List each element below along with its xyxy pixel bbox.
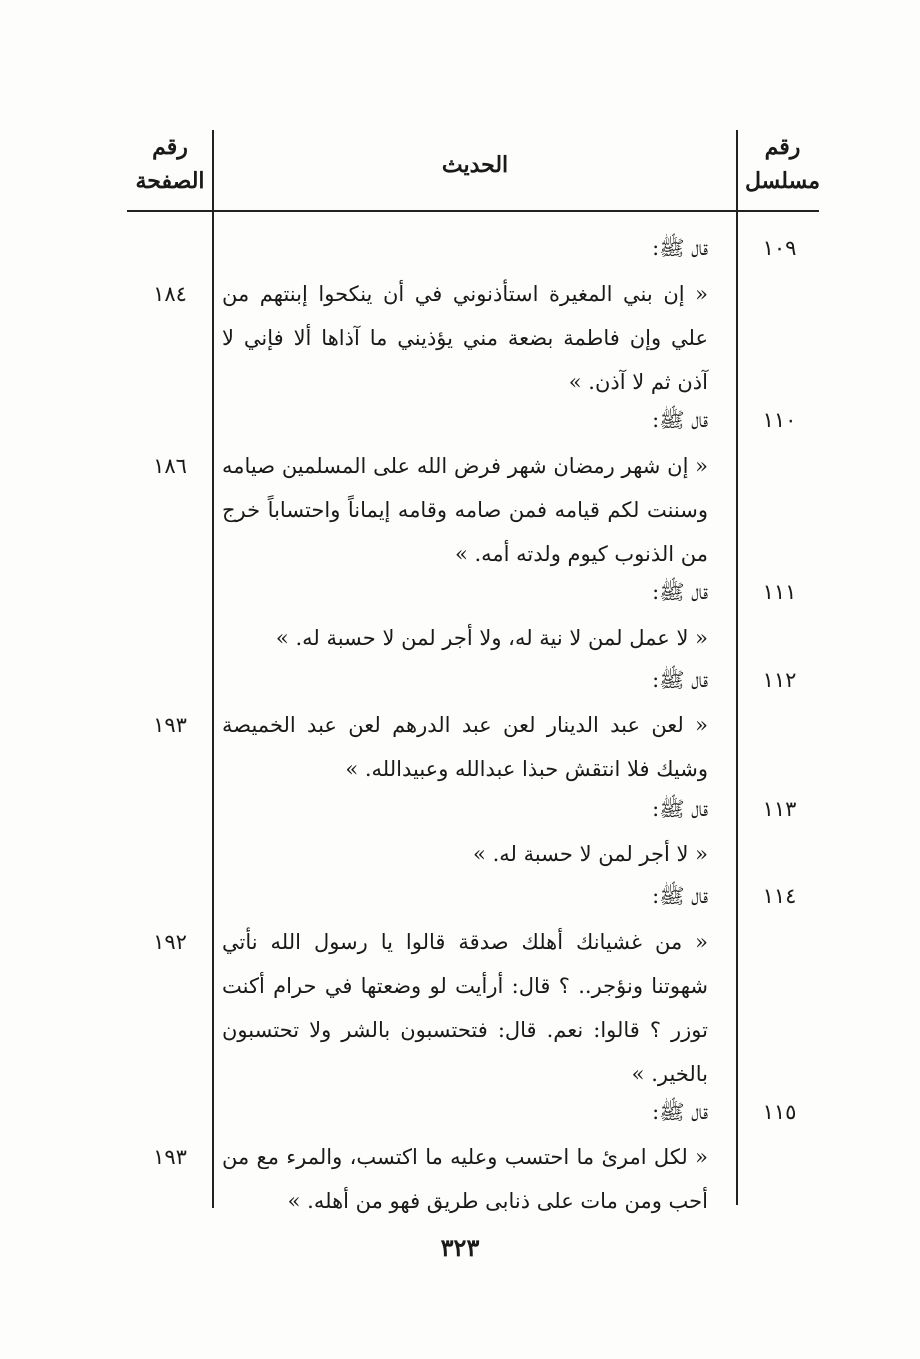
serial-number: ١١٤: [762, 884, 797, 908]
page-reference: ١٨٦: [153, 454, 187, 478]
page-column-rule: [212, 130, 214, 1208]
serial-number: ١١٢: [762, 668, 797, 692]
serial-number: ١٠٩: [762, 236, 797, 260]
serial-column-rule: [736, 130, 738, 1205]
hadith-text: « إن شهر رمضان شهر فرض الله على المسلمين صيامه وسننت لكم قيامه فمن صامه وقامه إيماناً واحتساباً خرج من الذنوب كيوم ولدته أمه. »: [222, 454, 708, 566]
serial-number: ١١١: [762, 580, 797, 604]
page-reference: ١٩٣: [153, 1145, 187, 1169]
hadith-intro: قال ﷺ:: [652, 580, 708, 604]
hadith-text: « لكل امرئ ما احتسب وعليه ما اكتسب، والمرء مع من أحب ومن مات على ذنابى طريق فهو من أهله. »: [222, 1145, 708, 1213]
hadith-text: « لعن عبد الدينار لعن عبد الدرهم لعن عبد الخميصة وشيك فلا انتقش حبذا عبدالله وعبيدالله. »: [222, 713, 708, 781]
page-reference: ١٨٤: [153, 282, 187, 306]
hadith-text: « من غشيانك أهلك صدقة قالوا يا رسول الله نأتي شهوتنا ونؤجر.. ؟ قال: أرأيت لو وضعتها في حرام أكنت توزر ؟ قالوا: نعم. قال: فتحتسبون بالشر ولا تحتسبون بالخير. »: [222, 930, 708, 1086]
hadith-intro: قال ﷺ:: [652, 236, 708, 260]
serial-number: ١١٠: [762, 408, 797, 432]
hadith-text: « لا أجر لمن لا حسبة له. »: [473, 842, 708, 866]
hadith-intro: قال ﷺ:: [652, 1100, 708, 1124]
hadith-intro: قال ﷺ:: [652, 884, 708, 908]
hadith-text: « لا عمل لمن لا نية له، ولا أجر لمن لا حسبة له. »: [275, 626, 708, 650]
serial-number: ١١٣: [762, 797, 797, 821]
page-column-header: رقم الصفحة: [135, 134, 205, 194]
hadith-intro: قال ﷺ:: [652, 408, 708, 432]
page-reference: ١٩٣: [153, 713, 187, 737]
hadith-intro: قال ﷺ:: [652, 797, 708, 821]
page-reference: ١٩٢: [153, 930, 187, 954]
serial-column-header: رقم مسلسل: [745, 134, 820, 194]
hadith-column-header: الحديث: [441, 152, 509, 178]
hadith-intro: قال ﷺ:: [652, 668, 708, 692]
header-rule: [127, 210, 819, 212]
hadith-text: « إن بني المغيرة استأذنوني في أن ينكحوا إبنتهم من علي وإن فاطمة بضعة مني يؤذيني ما آذاها ألا فإني لا آذن ثم لا آذن. »: [222, 282, 708, 394]
serial-number: ١١٥: [762, 1100, 797, 1124]
page-number: ٣٢٣: [440, 1233, 480, 1262]
